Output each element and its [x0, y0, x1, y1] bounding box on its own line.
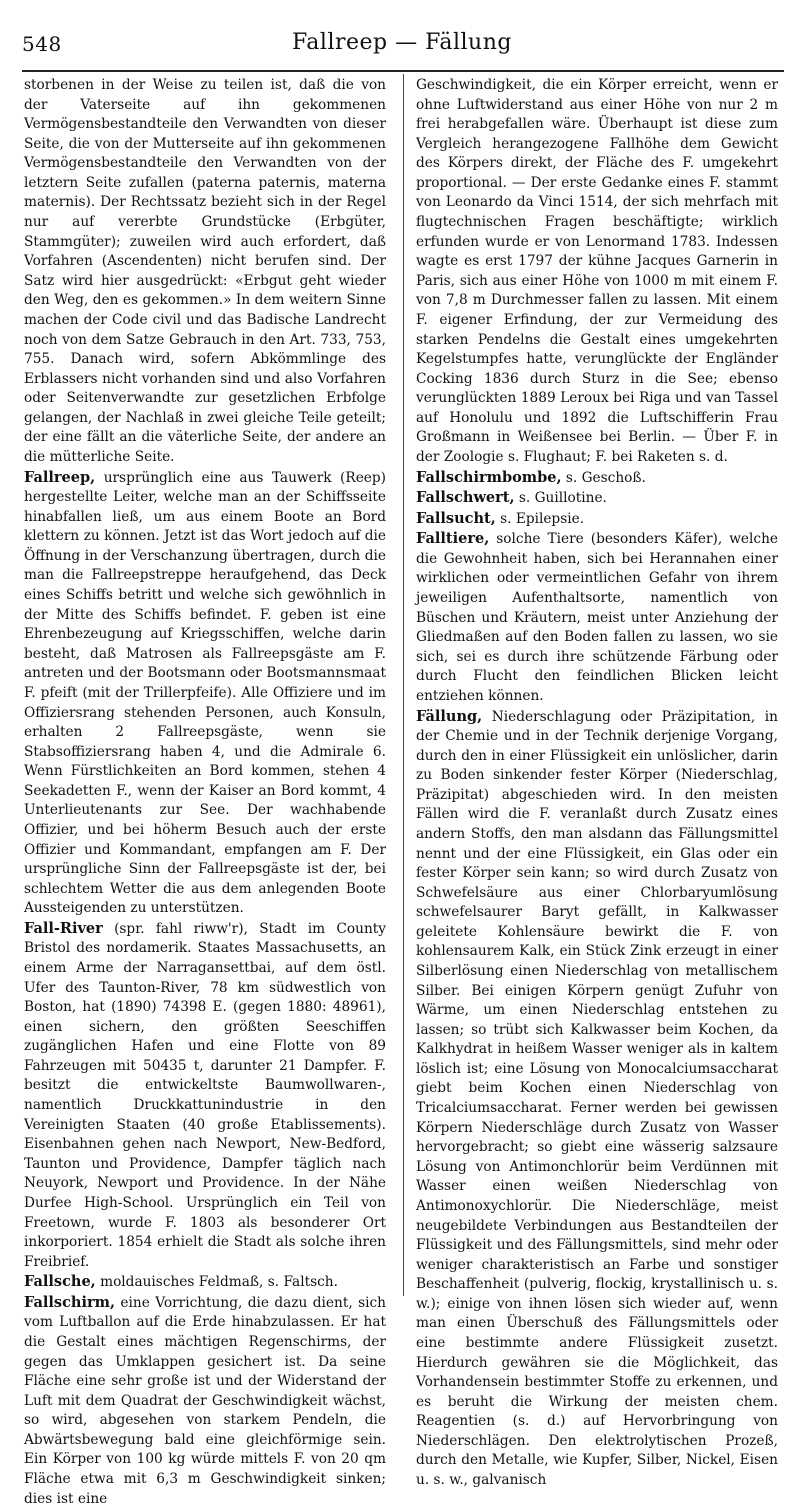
entry-text: s. Geschoß.	[561, 469, 646, 486]
entry-falltiere	[416, 529, 778, 706]
entry-text: moldauisches Feldmaß, s. Faltsch.	[95, 1274, 338, 1291]
page-header	[22, 28, 782, 64]
column-divider	[403, 74, 404, 1296]
entry-headword: Fallreep,	[24, 468, 96, 486]
entry-fallschwert	[416, 488, 778, 509]
entry-fallschirm	[24, 1293, 386, 1509]
entry-text: Niederschlagung oder Präzipitation, in der Chemie und in der Technik derjenige Vorgang, durch den in einer Flüssigkeit ein unlöslicher, darin zu Boden sinkender fester Körper (Niederschlag, Präzipitat) abgeschieden wird. In den meisten Fällen wird die F. veranlaßt durch Zusatz eines andern Stoffs, den man alsdann das Fällungsmittel nennt und der eine Flüssigkeit, ein Glas oder ein fester Körper sein kann; so wird durch Zusatz von Schwefelsäure aus einer Chlorbaryumlösung schwefelsaurer Baryt gefällt, in Kalkwasser geleitete Kohlensäure bewirkt die F. von kohlensaurem Kalk, ein Stück Zink erzeugt in einer Silberlösung einen Niederschlag von metallischem Silber. Bei einigen Körpern genügt Zufuhr von Wärme, um einen Niederschlag entstehen zu lassen; so trübt sich Kalkwasser beim Kochen, da Kalkhydrat in heißem Wasser weniger als in kaltem löslich ist; eine Lösung von Monocalciumsaccharat giebt beim Kochen einen Niederschlag von Tricalciumsaccharat. Ferner werden bei gewissen Körpern Niederschläge durch Zusatz von Wasser hervorgebracht; so giebt eine wässerig salzsaure Lösung von Antimonchlorür beim Verdünnen mit Wasser einen weißen Niederschlag von Antimonoxychlorür. Die Niederschläge, meist neugebildete Verbindungen aus Bestandteilen der Flüssigkeit und des Fällungsmittels, sind mehr oder weniger charakteristisch an Farbe und sonstiger Beschaffenheit (pulverig, flockig, krystallinisch u. s. w.); einige von ihnen lösen sich wieder auf, wenn man einen Überschuß des Fällungsmittels oder eine bestimmte andere Flüssigkeit zusetzt. Hierdurch gewähren sie die Möglichkeit, das Vorhandensein bestimmter Stoffe zu erkennen, und es beruht die Wirkung der meisten chem. Reagentien (s. d.) auf Hervorbringung von Niederschlägen. Den elektrolytischen Prozeß, durch den Metalle, wie Kupfer, Silber, Nickel, Eisen u. s. w., galvanisch	[416, 708, 778, 1489]
entry-headword: Fällung,	[416, 707, 483, 725]
entry-continuation	[24, 76, 386, 468]
entry-fallsche	[24, 1272, 386, 1293]
entry-headword: Fallsche,	[24, 1273, 96, 1291]
entry-text: ursprünglich eine aus Tauwerk (Reep) hergestellte Leiter, welche man an der Schiffsseite hinabfallen ließ, um aus einem Boote an Bord klettern zu können. Jetzt ist das Wort jedoch auf die Öffnung in der Verschanzung übertragen, durch die man die Fallreepstreppe heraufgehend, das Deck eines Schiffs betritt und welche sich gewöhnlich in der Mitte des Schiffs befindet. F. geben ist eine Ehrenbezeugung auf Kriegsschiffen, welche darin besteht, daß Matrosen als Fallreepsgäste am F. antreten und der Bootsmann oder Bootsmannsmaat F. pfeift (mit der Trillerpfeife). Alle Offiziere und im Offiziersrang stehenden Personen, auch Konsuln, erhalten 2 Fallreepsgäste, wenn sie Stabsoffiziersrang haben 4, und die Admirale 6. Wenn Fürstlichkeiten an Bord kommen, stehen 4 Seekadetten F., wenn der Kaiser an Bord kommt, 4 Unterlieutenants zur See. Der wachhabende Offizier, und bei höherm Besuch auch der erste Offizier und Kommandant, empfangen am F. Der ursprüngliche Sinn der Fallreepsgäste ist der, bei schlechtem Wetter die aus dem anlegenden Boote Aussteigenden zu unterstützen.	[24, 469, 386, 917]
entry-text: (spr. fahl riww'r), Stadt im County Bristol des nordamerik. Staates Massachusetts, an einem Arme der Narragansettbai, auf dem östl. Ufer des Taunton-River, 78 km südwestlich von Boston, hat (1890) 74398 E. (gegen 1880: 48961), einen sichern, den größten Seeschiffen zugänglichen Hafen und eine Flotte von 89 Fahrzeugen mit 50435 t, darunter 21 Dampfer. F. besitzt die entwickeltste Baumwollwaren-, namentlich Druckkattunindustrie in den Vereinigten Staaten (40 große Etablissements). Eisenbahnen gehen nach Newport, New-Bedford, Taunton und Providence, Dampfer täglich nach Neuyork, Newport und Providence. In der Nähe Durfee High-School. Ursprünglich ein Teil von Freetown, wurde F. 1803 als besonderer Ort inkorporiert. 1854 erhielt die Stadt als solche ihren Freibrief.	[24, 920, 386, 1270]
entry-fallschirmbombe	[416, 468, 778, 489]
entry-text: Geschwindigkeit, die ein Körper erreicht, wenn er ohne Luftwiderstand aus einer Höhe von nur 2 m frei herabgefallen wäre. Überhaupt ist diese zum Vergleich herangezogene Fallhöhe dem Gewicht des Körpers direkt, der Fläche des F. umgekehrt proportional. — Der erste Gedanke eines F. stammt von Leonardo da Vinci 1514, der sich mehrfach mit flugtechnischen Fragen beschäftigte; wirklich erfunden wurde er von Lenormand 1783. Indessen wagte es erst 1797 der kühne Jacques Garnerin in Paris, sich aus einer Höhe von 1000 m mit einem F. von 7,8 m Durchmesser fallen zu lassen. Mit einem F. eigener Erfindung, der zur Vermeidung des starken Pendelns die Gestalt eines umgekehrten Kegelstumpfes hatte, verunglückte der Engländer Cocking 1836 durch Sturz in die See; ebenso verunglückten 1889 Leroux bei Riga und van Tassel auf Honolulu und 1892 die Luftschifferin Frau Großmann in Weißensee bei Berlin. — Über F. in der Zoologie s. Flughaut; F. bei Raketen s. d.	[416, 77, 778, 465]
entry-fall-river	[24, 919, 386, 1272]
entry-headword: Fallschwert,	[416, 489, 515, 507]
entry-headword: Fallschirm,	[24, 1293, 115, 1311]
right-column	[416, 76, 778, 1489]
page-number: 548	[22, 32, 62, 56]
entry-text: storbenen in der Weise zu teilen ist, daß die von der Vaterseite auf ihn gekommenen Vermögensbestandteile den Verwandten von dieser Seite, die von der Mutterseite auf ihn gekommenen Vermögensbestandteile den Verwandten von der letztern Seite zufallen (paterna paternis, materna maternis). Der Rechtssatz bezieht sich in der Regel nur auf vererbte Grundstücke (Erbgüter, Stammgüter); zuweilen wird auch erfordert, daß Vorfahren (Ascendenten) nicht berufen sind. Der Satz wird hier ausgedrückt: «Erbgut geht wieder den Weg, den es gekommen.» In dem weitern Sinne machen der Code civil und das Badische Landrecht noch von dem Satze Gebrauch in den Art. 733, 753, 755. Danach wird, sofern Abkömmlinge des Erblassers nicht vorhanden sind und also Vorfahren oder Seitenverwandte zur gesetzlichen Erbfolge gelangen, der Nachlaß in zwei gleiche Teile geteilt; der eine fällt an die väterliche Seite, der andere an die mütterliche Seite.	[24, 77, 386, 465]
entry-text: solche Tiere (besonders Käfer), welche die Gewohnheit haben, sich bei Herannahen einer wirklichen oder vermeintlichen Gefahr von ihrem jeweiligen Aufenthaltsorte, namentlich von Büschen und Kräutern, meist unter Anziehung der Gliedmaßen auf den Boden fallen zu lassen, wo sie sich, sei es durch ihre schützende Färbung oder durch Flucht den feindlichen Blicken leicht entziehen können.	[416, 531, 778, 704]
entry-headword: Fallsucht,	[416, 509, 496, 527]
entry-headword: Fall-River	[24, 919, 103, 937]
left-column	[24, 76, 386, 1507]
entry-headword: Fallschirmbombe,	[416, 468, 562, 486]
running-head: Fallreep — Fällung	[292, 30, 512, 55]
entry-text: eine Vorrichtung, die dazu dient, sich vom Luftballon auf die Erde hinabzulassen. Er hat die Gestalt eines mächtigen Regenschirms, der gegen das Umklappen gesichert ist. Da seine Fläche eine sehr große ist und der Widerstand der Luft mit dem Quadrat der Geschwindigkeit wächst, so wird, abgesehen von starkem Pendeln, die Abwärtsbewegung bald eine gleichförmige sein. Ein Körper von 100 kg würde mittels F. von 20 qm Fläche etwa mit 6,3 m Geschwindigkeit sinken; dies ist eine	[24, 1294, 386, 1507]
entry-fallreep	[24, 468, 386, 919]
entry-faellung	[416, 707, 778, 1491]
entry-headword: Falltiere,	[416, 530, 490, 548]
header-rule	[22, 70, 784, 72]
entry-text: s. Guillotine.	[514, 490, 607, 507]
entry-fallsucht	[416, 509, 778, 530]
entry-text: s. Epilepsie.	[495, 510, 585, 527]
entry-continuation	[416, 76, 778, 468]
